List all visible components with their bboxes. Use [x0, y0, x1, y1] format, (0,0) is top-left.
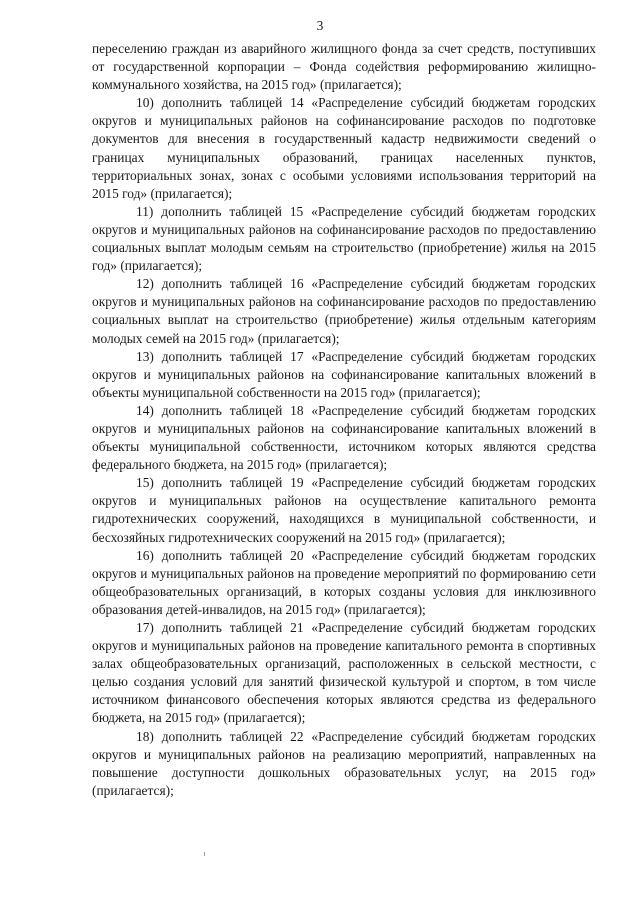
paragraph-item-13: 13) дополнить таблицей 17 «Распределение субсидий бюджетам городских округов и муниципальных районов на софинансирование капитальных вложений в объекты муниципальной собственности на 2015 год» (прилагается); [92, 348, 596, 400]
paragraph-item-16: 16) дополнить таблицей 20 «Распределение субсидий бюджетам городских округов и муниципальных районов на проведение мероприятий по формированию сети общеобразовательных организаций, в которых созданы условия для инклюзивного образования детей-инвалидов, на 2015 год» (прилагается); [92, 547, 596, 617]
document-body [92, 40, 596, 800]
paragraph-item-10: 10) дополнить таблицей 14 «Распределение субсидий бюджетам городских округов и муниципальных районов на софинансирование расходов по подготовке документов для внесения в государственный кадастр недвижимости сведений о границах муниципальных образований, границах населенных пунктов, территориальных зонах, зонах с особыми условиями использования территорий на 2015 год» (прилагается); [92, 95, 596, 201]
paragraph-item-11: 11) дополнить таблицей 15 «Распределение субсидий бюджетам городских округов и муниципальных районов на софинансирование расходов по предоставлению социальных выплат молодым семьям на строительство (приобретение) жилья на 2015 год» (прилагается); [92, 203, 596, 274]
paragraph-item-18: 18) дополнить таблицей 22 «Распределение субсидий бюджетам городских округов и муниципальных районов на реализацию мероприятий, направленных на повышение доступности дошкольных образовательных услуг, на 2015 год» (прилагается); [92, 728, 596, 798]
paragraph-continuation: переселению граждан из аварийного жилищного фонда за счет средств, поступивших от государственной корпорации – Фонда содействия реформированию жилищно-коммунального хозяйства, на 2015 год» (прилагается); [92, 41, 596, 93]
paragraph-item-12: 12) дополнить таблицей 16 «Распределение субсидий бюджетам городских округов и муниципальных районов на софинансирование расходов по предоставлению социальных выплат на строительство (приобретение) жилья отдельным категориям молодых семей на 2015 год» (прилагается); [92, 276, 596, 346]
scan-artifact-mark [204, 852, 205, 856]
paragraph-item-14: 14) дополнить таблицей 18 «Распределение субсидий бюджетам городских округов и муниципальных районов на софинансирование капитальных вложений в объекты муниципальной собственности, источником которых являются средства федерального бюджета, на 2015 год» (прилагается); [92, 402, 596, 473]
paragraph-item-15: 15) дополнить таблицей 19 «Распределение субсидий бюджетам городских округов и муниципальных районов на осуществление капитального ремонта гидротехнических сооружений, находящихся в муниципальной собственности, и бесхозяйных гидротехнических сооружений на 2015 год» (прилагается); [92, 475, 596, 545]
paragraph-item-17: 17) дополнить таблицей 21 «Распределение субсидий бюджетам городских округов и муниципальных районов на проведение капитального ремонта в спортивных залах общеобразовательных организаций, расположенных в сельской местности, с целью создания условий для занятий физической культурой и спортом, в том числе источником финансового обеспечения которых являются средства из федерального бюджета, на 2015 год» (прилагается); [92, 620, 596, 726]
page-number: 3 [316, 18, 324, 33]
